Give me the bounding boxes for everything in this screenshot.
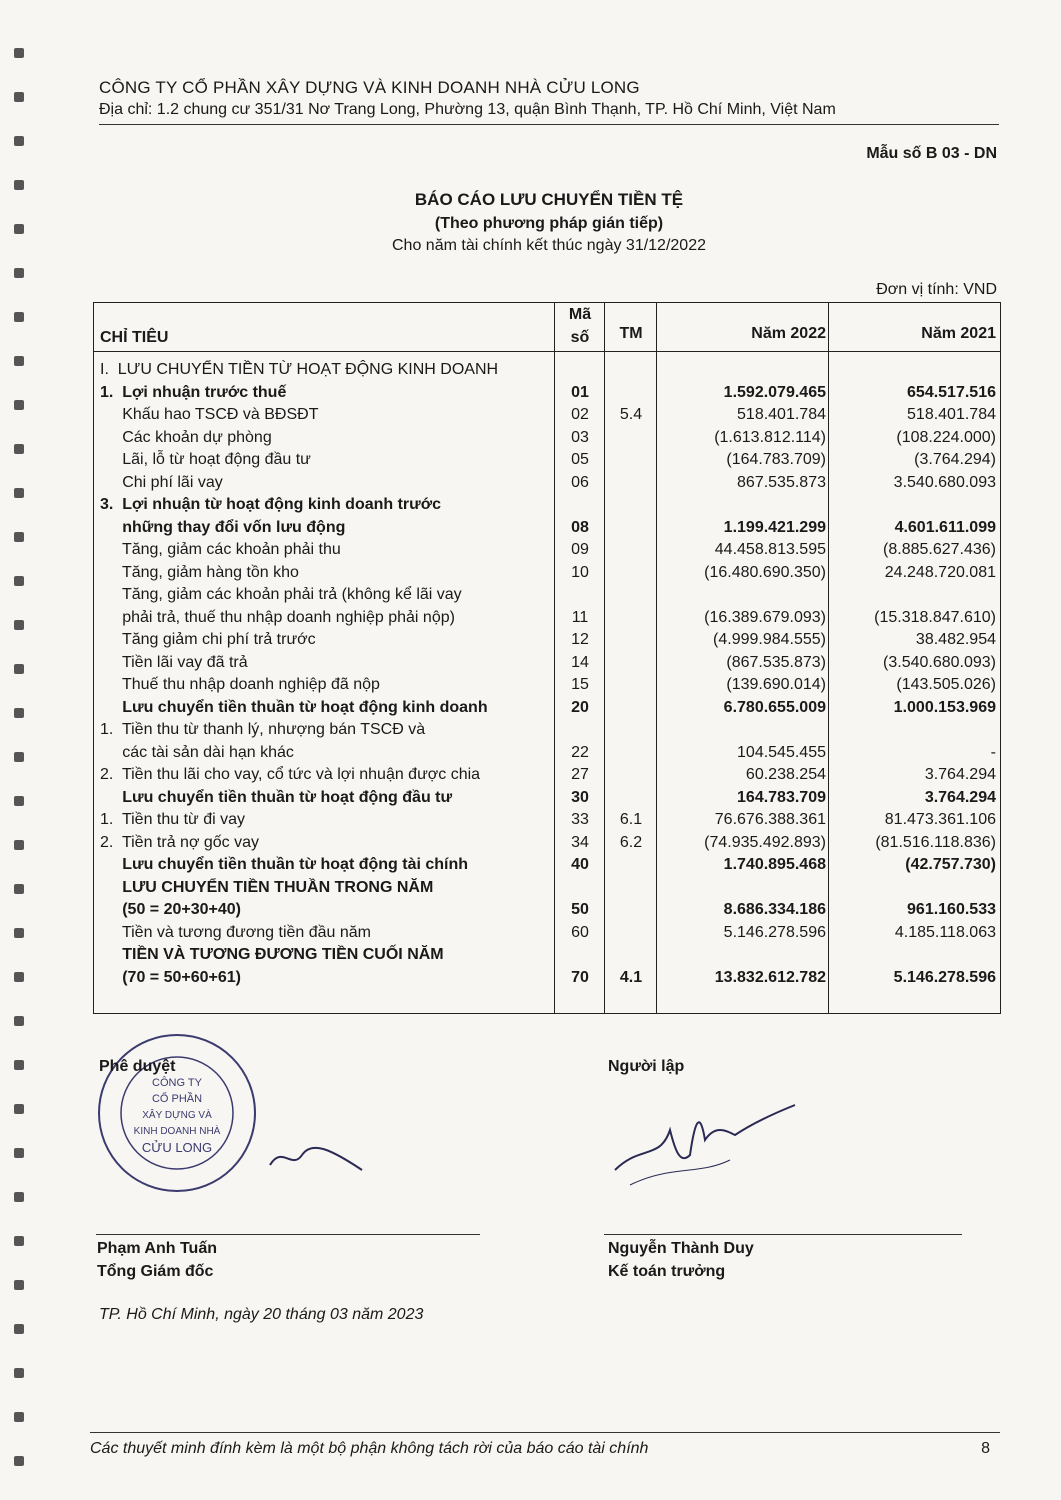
row-value-2022: 76.676.388.361 xyxy=(714,811,826,828)
row-label: I. LƯU CHUYỂN TIỀN TỪ HOẠT ĐỘNG KINH DOANH xyxy=(100,361,499,378)
approver-signature xyxy=(262,1130,372,1180)
row-value-2022: (867.535.873) xyxy=(726,653,826,671)
currency-unit: Đơn vị tính: VND xyxy=(876,281,997,298)
header-year-2022: Năm 2022 xyxy=(751,325,826,342)
row-code: 06 xyxy=(571,473,589,491)
report-method: (Theo phương pháp gián tiếp) xyxy=(434,215,664,232)
row-code: 11 xyxy=(571,608,589,626)
row-label: Tăng, giảm các khoản phải thu xyxy=(100,541,341,558)
row-label: phải trả, thuế thu nhập doanh nghiệp phải nộp) xyxy=(100,608,455,626)
row-note-ref: 6.2 xyxy=(619,833,643,851)
row-value-2021: (42.757.730) xyxy=(905,856,996,873)
row-code: 03 xyxy=(571,428,589,446)
row-value-2022: 60.238.254 xyxy=(745,766,826,783)
footer-divider xyxy=(90,1432,1000,1433)
preparer-title: Kế toán trưởng xyxy=(608,1263,726,1280)
row-label: 3. Lợi nhuận từ hoạt động kinh doanh trước xyxy=(100,496,442,513)
row-value-2021: 4.185.118.063 xyxy=(894,923,996,941)
row-value-2021: (143.505.026) xyxy=(896,676,996,693)
document-header xyxy=(99,78,999,119)
row-code: 34 xyxy=(571,833,589,851)
row-value-2021: (108.224.000) xyxy=(896,428,996,446)
svg-text:CỔ PHẦN: CỔ PHẦN xyxy=(151,1093,203,1105)
row-value-2022: (16.389.679.093) xyxy=(704,608,826,626)
header-divider-line xyxy=(94,351,1000,352)
row-value-2021: 4.601.611.099 xyxy=(894,518,996,536)
row-code: 05 xyxy=(571,451,589,468)
preparer-signature-line xyxy=(604,1234,962,1235)
svg-text:XÂY DỰNG VÀ: XÂY DỰNG VÀ xyxy=(142,1110,212,1121)
svg-text:CỬU LONG: CỬU LONG xyxy=(141,1140,213,1155)
row-value-2021: 5.146.278.596 xyxy=(893,968,996,986)
row-note-ref: 6.1 xyxy=(619,811,643,828)
row-label: (50 = 20+30+40) xyxy=(100,901,241,918)
row-value-2022: 1.740.895.468 xyxy=(723,856,826,873)
row-label: 1. Lợi nhuận trước thuế xyxy=(100,383,287,401)
row-value-2022: 1.592.079.465 xyxy=(723,383,826,401)
row-value-2021: 518.401.784 xyxy=(907,406,996,423)
header-year-2021: Năm 2021 xyxy=(921,325,996,342)
row-value-2021: (3.540.680.093) xyxy=(883,653,996,671)
signing-date: TP. Hồ Chí Minh, ngày 20 tháng 03 năm 2023 xyxy=(99,1306,424,1323)
row-label: Lưu chuyển tiền thuần từ hoạt động kinh doanh xyxy=(100,698,488,716)
approver-signature-line xyxy=(96,1234,480,1235)
row-value-2022: 518.401.784 xyxy=(737,406,826,423)
row-code: 01 xyxy=(571,383,589,401)
row-value-2021: - xyxy=(990,743,996,761)
row-code: 50 xyxy=(571,901,589,918)
row-label: Khấu hao TSCĐ và BĐSĐT xyxy=(100,406,319,423)
row-value-2022: 1.199.421.299 xyxy=(723,518,826,536)
report-period: Cho năm tài chính kết thúc ngày 31/12/2022 xyxy=(392,237,706,254)
row-value-2021: 961.160.533 xyxy=(907,901,996,918)
row-value-2021: 81.473.361.106 xyxy=(884,811,996,828)
row-label: Các khoản dự phòng xyxy=(100,428,272,446)
row-value-2021: 38.482.954 xyxy=(915,631,996,648)
row-label: Lãi, lỗ từ hoạt động đầu tư xyxy=(100,451,311,468)
report-titles xyxy=(99,190,999,255)
row-value-2022: (139.690.014) xyxy=(726,676,826,693)
row-label: LƯU CHUYỂN TIỀN THUẦN TRONG NĂM xyxy=(100,878,434,896)
row-code: 40 xyxy=(571,856,589,873)
row-code: 27 xyxy=(571,766,589,783)
row-value-2022: 867.535.873 xyxy=(737,473,826,491)
page-number: 8 xyxy=(981,1440,990,1457)
row-value-2022: 13.832.612.782 xyxy=(714,968,826,986)
svg-text:CÔNG TY: CÔNG TY xyxy=(152,1077,202,1089)
header-chi-tieu: CHỈ TIÊU xyxy=(100,329,169,346)
row-value-2021: 3.764.294 xyxy=(924,766,996,783)
row-label: các tài sản dài hạn khác xyxy=(100,743,294,761)
row-code: 30 xyxy=(571,788,589,806)
row-label: Thuế thu nhập doanh nghiệp đã nộp xyxy=(100,676,380,693)
row-label: 2. Tiền thu lãi cho vay, cổ tức và lợi nhuận được chia xyxy=(100,766,481,783)
row-label: Tăng, giảm hàng tồn kho xyxy=(100,563,299,581)
company-stamp xyxy=(92,1028,262,1198)
row-value-2021: 3.764.294 xyxy=(924,788,996,806)
row-code: 12 xyxy=(571,631,589,648)
row-label: Tăng giảm chi phí trả trước xyxy=(100,631,316,648)
page-footer xyxy=(90,1440,1000,1458)
row-label: (70 = 50+60+61) xyxy=(100,968,241,986)
row-value-2021: (81.516.118.836) xyxy=(875,833,996,851)
row-code: 20 xyxy=(571,698,589,716)
company-name: CÔNG TY CỔ PHẦN XÂY DỰNG VÀ KINH DOANH NHÀ CỬU LONG xyxy=(99,78,640,97)
row-note-ref: 4.1 xyxy=(619,968,643,986)
preparer-signature xyxy=(610,1090,800,1200)
row-code: 10 xyxy=(571,563,589,581)
row-value-2021: (15.318.847.610) xyxy=(874,608,996,626)
row-value-2021: 654.517.516 xyxy=(907,383,996,401)
row-value-2022: 8.686.334.186 xyxy=(723,901,826,918)
row-label: 1. Tiền thu từ thanh lý, nhượng bán TSCĐ và xyxy=(100,721,426,738)
form-number: Mẫu số B 03 - DN xyxy=(866,145,997,162)
column-divider xyxy=(828,303,829,1013)
row-code: 33 xyxy=(571,811,589,828)
row-code: 15 xyxy=(571,676,589,693)
row-value-2022: (4.999.984.555) xyxy=(713,631,826,648)
row-value-2021: 3.540.680.093 xyxy=(893,473,996,491)
row-value-2021: (3.764.294) xyxy=(914,451,996,468)
row-label: những thay đổi vốn lưu động xyxy=(100,518,346,536)
company-address: Địa chỉ: 1.2 chung cư 351/31 Nơ Trang Long, Phường 13, quận Bình Thạnh, TP. Hồ Chí Minh, Việt Nam xyxy=(99,101,836,118)
row-label: Tiền lãi vay đã trả xyxy=(100,653,248,671)
row-code: 09 xyxy=(571,541,589,558)
row-code: 22 xyxy=(571,743,589,761)
row-label: 2. Tiền trả nợ gốc vay xyxy=(100,833,260,851)
row-value-2022: 164.783.709 xyxy=(737,788,826,806)
row-value-2022: 6.780.655.009 xyxy=(723,698,826,716)
row-code: 70 xyxy=(571,968,589,986)
approver-title: Tổng Giám đốc xyxy=(97,1263,214,1280)
header-divider xyxy=(99,124,999,125)
row-value-2022: (1.613.812.114) xyxy=(714,428,826,446)
row-label: Tiền và tương đương tiền đầu năm xyxy=(100,923,371,941)
binding-holes xyxy=(14,40,28,1480)
footer-note: Các thuyết minh đính kèm là một bộ phận không tách rời của báo cáo tài chính xyxy=(90,1440,649,1457)
row-note-ref: 5.4 xyxy=(619,406,643,423)
header-code-bottom: số xyxy=(570,329,590,346)
row-label: Lưu chuyển tiền thuần từ hoạt động tài chính xyxy=(100,856,469,873)
row-label: TIỀN VÀ TƯƠNG ĐƯƠNG TIỀN CUỐI NĂM xyxy=(100,946,444,963)
row-code: 14 xyxy=(571,653,589,671)
row-code: 08 xyxy=(571,518,589,536)
row-value-2021: 24.248.720.081 xyxy=(884,563,996,581)
approver-role: Phê duyệt xyxy=(99,1058,176,1075)
row-code: 60 xyxy=(571,923,589,941)
row-label: Lưu chuyển tiền thuần từ hoạt động đầu tư xyxy=(100,788,453,806)
cash-flow-table xyxy=(93,302,1001,1014)
row-label: 1. Tiền thu từ đi vay xyxy=(100,811,246,828)
row-value-2022: 5.146.278.596 xyxy=(723,923,826,941)
column-divider xyxy=(604,303,605,1013)
row-value-2022: (74.935.492.893) xyxy=(704,833,826,851)
report-title: BÁO CÁO LƯU CHUYỂN TIỀN TỆ xyxy=(414,190,684,209)
row-label: Tăng, giảm các khoản phải trả (không kể lãi vay xyxy=(100,586,462,603)
row-value-2021: (8.885.627.436) xyxy=(883,541,996,558)
svg-text:KINH DOANH NHÀ: KINH DOANH NHÀ xyxy=(133,1126,221,1137)
row-label: Chi phí lãi vay xyxy=(100,473,223,491)
preparer-name: Nguyễn Thành Duy xyxy=(608,1240,754,1257)
row-code: 02 xyxy=(571,406,589,423)
preparer-role: Người lập xyxy=(608,1058,685,1075)
row-value-2022: (16.480.690.350) xyxy=(704,563,826,581)
row-value-2022: (164.783.709) xyxy=(726,451,826,468)
approver-name: Phạm Anh Tuấn xyxy=(97,1240,217,1257)
column-divider xyxy=(656,303,657,1013)
row-value-2022: 44.458.813.595 xyxy=(714,541,826,558)
row-value-2021: 1.000.153.969 xyxy=(893,698,996,716)
header-code-top: Mã xyxy=(568,306,592,323)
row-value-2022: 104.545.455 xyxy=(737,743,826,761)
header-tm: TM xyxy=(619,325,643,342)
